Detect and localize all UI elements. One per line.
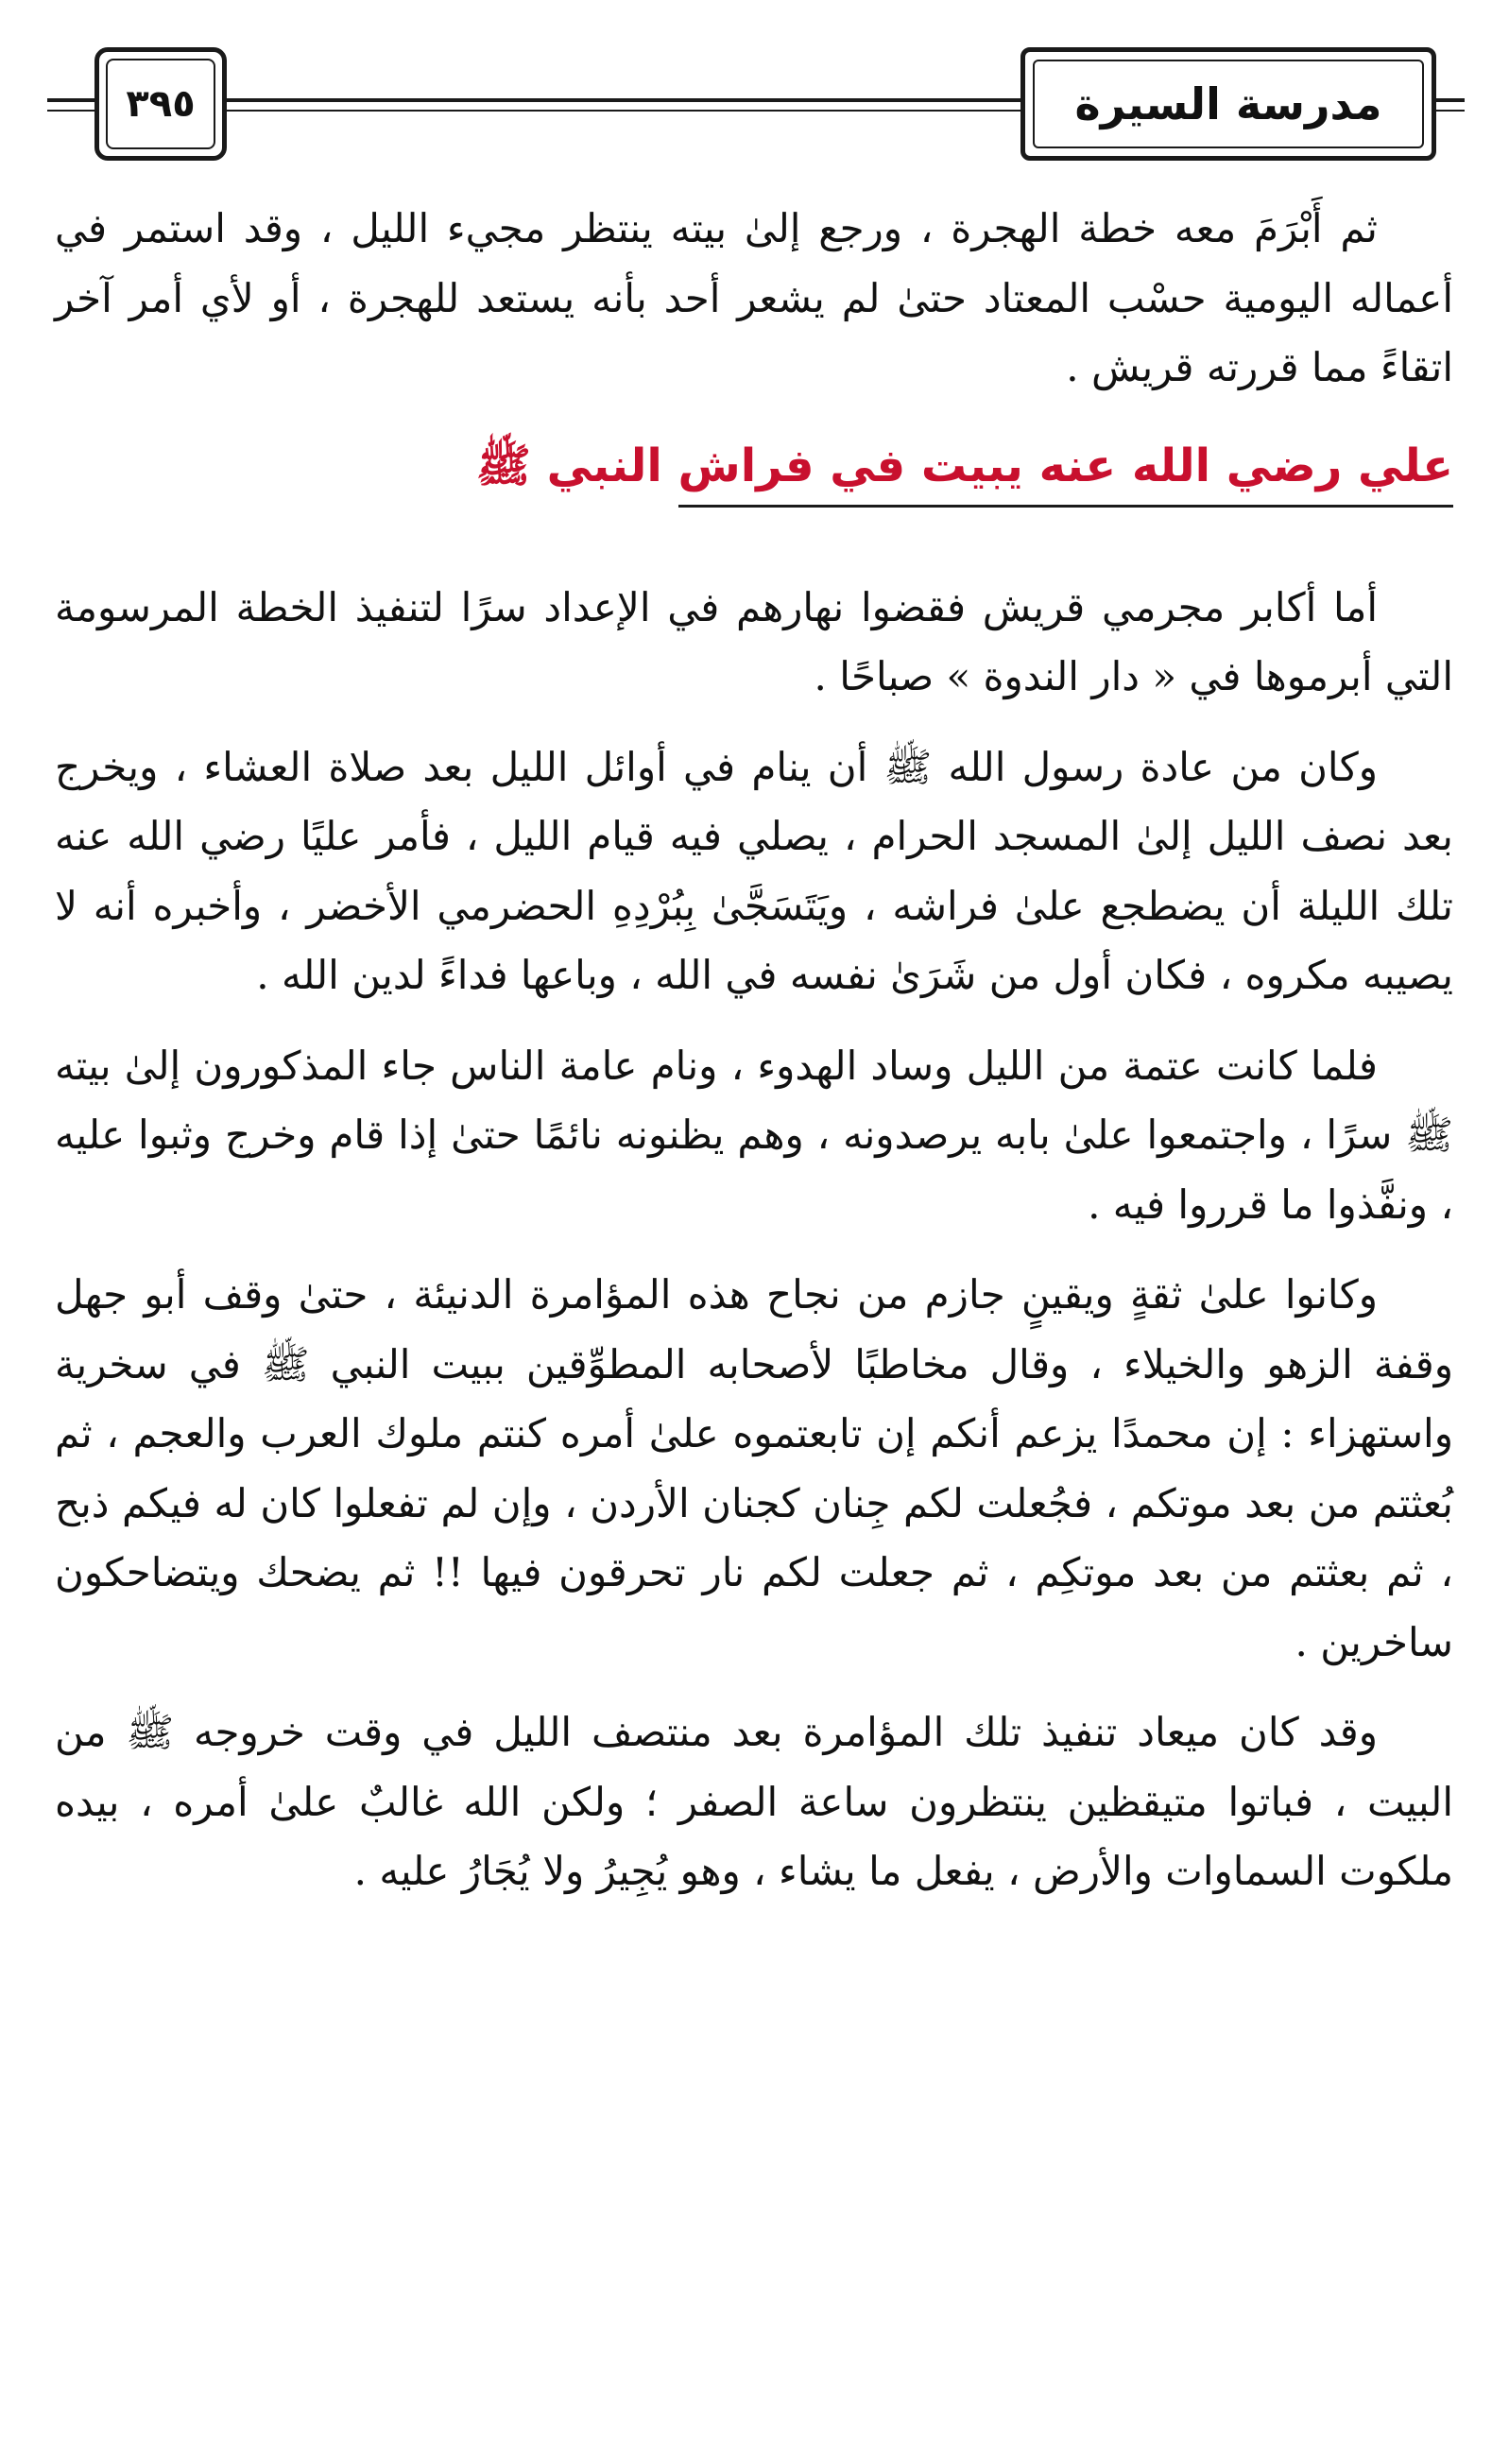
running-title-frame	[1020, 47, 1436, 161]
section-heading: علي رضي الله عنه يبيت في فراش النبي ﷺ	[475, 439, 1453, 492]
paragraph: وكانوا علىٰ ثقةٍ ويقينٍ جازم من نجاح هذه المؤامرة الدنيئة ، حتىٰ وقف أبو جهل وقفة الزهو والخيلاء ، وقال مخاطبًا لأصحابه المطوِّقين ببيت النبي ﷺ في سخرية واستهزاء : إن محمدًا يزعم أنكم إن تابعتموه علىٰ أمره كنتم ملوك العرب والعجم ، ثم بُعثتم من بعد موتكم ، فجُعلت لكم جِنان كجنان الأردن ، وإن لم تفعلوا كان له فيكم ذبح ، ثم بعثتم من بعد موتكِم ، ثم جعلت لكم نار تحرقون فيها !! ثم يضحك ويتضاحكون ساخرين .	[55, 1271, 1453, 1665]
paragraph: فلما كانت عتمة من الليل وساد الهدوء ، ونام عامة الناس جاء المذكورون إلىٰ بيته ﷺ سرًا ، واجتمعوا علىٰ بابه يرصدونه ، وهم يظنونه نائمًا حتىٰ إذا قام وخرج وثبوا عليه ، ونفَّذوا ما قرروا فيه .	[55, 1042, 1453, 1228]
paragraph: وقد كان ميعاد تنفيذ تلك المؤامرة بعد منتصف الليل في وقت خروجه ﷺ من البيت ، فباتوا متيقظين ينتظرون ساعة الصفر ؛ ولكن الله غالبٌ علىٰ أمره ، بيده ملكوت السماوات والأرض ، يفعل ما يشاء ، وهو يُجِيرُ ولا يُجَارُ عليه .	[55, 1709, 1453, 1894]
page-number-frame	[94, 47, 227, 161]
paragraph: أما أكابر مجرمي قريش فقضوا نهارهم في الإعداد سرًا لتنفيذ الخطة المرسومة التي أبرموها في « دار الندوة » صباحًا .	[55, 583, 1453, 699]
page-header	[47, 47, 1465, 170]
paragraph: ثم أَبْرَمَ معه خطة الهجرة ، ورجع إلىٰ بيته ينتظر مجيء الليل ، وقد استمر في أعماله اليومية حسْب المعتاد حتىٰ لم يشعر أحد بأنه يستعد للهجرة ، أو لأي أمر آخر اتقاءً مما قررته قريش .	[55, 205, 1453, 390]
page-number: ٣٩٥	[126, 82, 196, 126]
section-heading-block	[55, 423, 1453, 527]
running-title: مدرسة السيرة	[1074, 78, 1382, 129]
page-body	[55, 194, 1453, 1927]
heading-underline	[678, 505, 1453, 508]
paragraph: وكان من عادة رسول الله ﷺ أن ينام في أوائل الليل بعد صلاة العشاء ، ويخرج بعد نصف الليل إلىٰ المسجد الحرام ، يصلي فيه قيام الليل ، فأمر عليًا رضي الله عنه تلك الليلة أن يضطجع علىٰ فراشه ، ويَتَسَجَّىٰ بِبُرْدِهِ الحضرمي الأخضر ، وأخبره أنه لا يصيبه مكروه ، فكان أول من شَرَىٰ نفسه في الله ، وباعها فداءً لدين الله .	[55, 743, 1453, 998]
